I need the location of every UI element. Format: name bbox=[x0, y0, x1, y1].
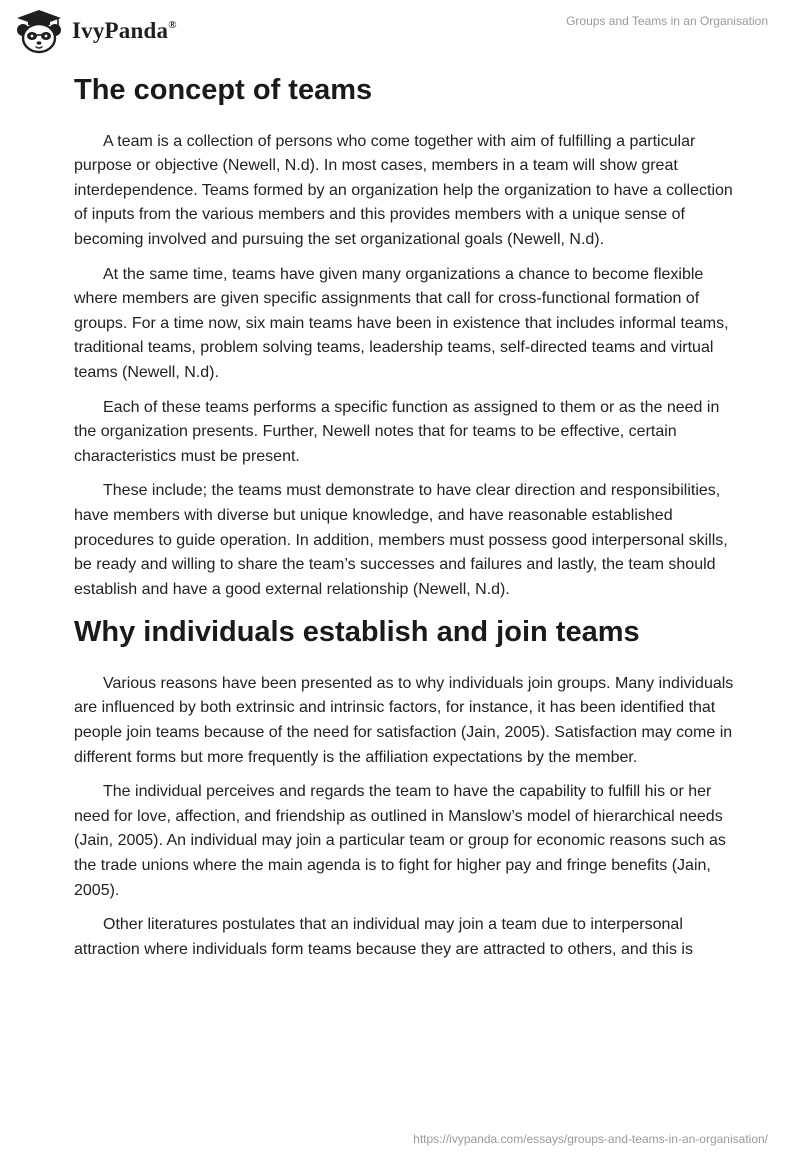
registered-mark: ® bbox=[168, 19, 177, 31]
panda-graduate-icon bbox=[14, 8, 64, 54]
paragraph: Each of these teams performs a specific function as assigned to them or as the need in the organization presents. Further, Newell notes that for teams to be effective, certain characteristics must be present. bbox=[74, 398, 720, 465]
ivypanda-logo[interactable] bbox=[14, 8, 177, 54]
paragraph: A team is a collection of persons who come together with aim of fulfilling a particular purpose or objective (Newell, N.d). In most cases, members in a team will show great interdependence. Teams formed by an organization help the organization to have a collection of inputs from the various members and this provides members with a unique sense of becoming involved and pursuing the set organizational goals (Newell, N.d). bbox=[74, 132, 733, 248]
page-header bbox=[0, 0, 800, 60]
paragraph: Other literatures postulates that an individual may join a team due to interpersonal attraction where individuals form teams because they are attracted to others, and this is bbox=[74, 916, 693, 958]
document-title: Groups and Teams in an Organisation bbox=[566, 14, 768, 28]
section-heading: Why individuals establish and join teams bbox=[74, 616, 640, 649]
article-body bbox=[74, 70, 734, 972]
paragraph: The individual perceives and regards the team to have the capability to fulfill his or her need for love, affection, and friendship as outlined in Manslow’s model of hierarchical needs (Jain, 2005). An individual may join a particular team or group for economic reasons such as the trade unions where the main agenda is to fight for higher pay and fringe benefits (Jain, 2005). bbox=[74, 783, 726, 899]
section-heading: The concept of teams bbox=[74, 74, 373, 106]
source-url-link[interactable]: https://ivypanda.com/essays/groups-and-teams-in-an-organisation/ bbox=[413, 1132, 768, 1146]
paragraph: These include; the teams must demonstrate to have clear direction and responsibilities, have members with diverse but unique knowledge, and have reasonable established procedures to guide operation. In addition, members must possess good interpersonal skills, be ready and willing to share the team’s successes and failures and lastly, the team should establish and have a good external relationship (Newell, N.d). bbox=[74, 482, 728, 598]
paragraph: Various reasons have been presented as to why individuals join groups. Many individuals are influenced by both extrinsic and intrinsic factors, for instance, it has been identified that people join teams because of the need for satisfaction (Jain, 2005). Satisfaction may come in different forms but more frequently is the affiliation expectations by the member. bbox=[74, 674, 734, 766]
paragraph: At the same time, teams have given many organizations a chance to become flexible where members are given specific assignments that call for cross-functional formation of groups. For a time now, six main teams have been in existence that includes informal teams, traditional teams, problem solving teams, leadership teams, self-directed teams and virtual teams (Newell, N.d). bbox=[74, 265, 729, 381]
brand-name bbox=[72, 18, 177, 44]
brand-name-text: IvyPanda bbox=[72, 18, 169, 43]
